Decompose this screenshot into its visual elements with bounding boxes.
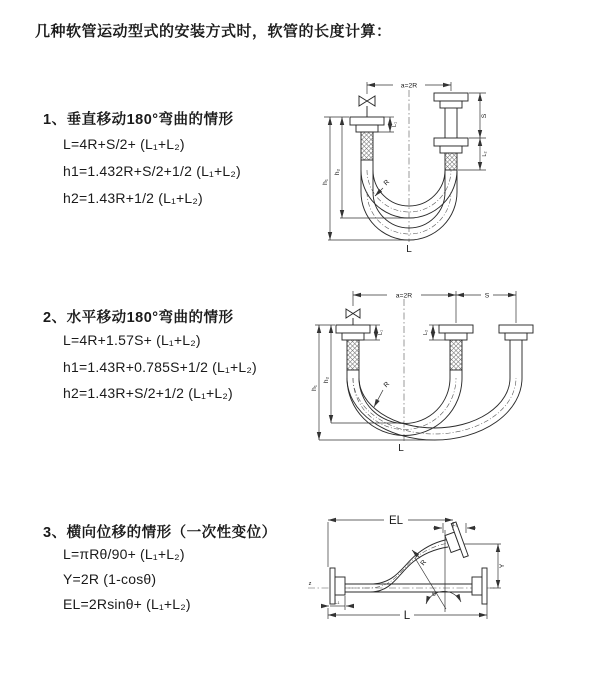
hose-loop-displaced	[347, 378, 522, 440]
dim-el	[328, 513, 453, 567]
braid-section-left	[347, 340, 359, 370]
radius-callout	[412, 550, 428, 567]
valve-icon	[359, 96, 375, 117]
section-3-formula-Y: Y=2R (1-cosθ)	[63, 571, 157, 587]
dim-h1-label: h₁	[322, 178, 329, 186]
dim-l1-label: L₁	[334, 599, 340, 606]
dim-length	[328, 604, 487, 622]
section-1-formula-h2: h2=1.43R+1/2 (L₁+L₂)	[63, 190, 203, 206]
section-2-heading: 2、水平移动180°弯曲的情形	[43, 310, 234, 326]
section-2-formula-h1: h1=1.43R+0.785S+1/2 (L₁+L₂)	[63, 359, 257, 375]
section-1-heading: 1、垂直移动180°弯曲的情形	[43, 112, 234, 128]
section-3-formula-EL: EL=2Rsinθ+ (L₁+L₂)	[63, 596, 191, 612]
hose-original-position	[345, 568, 487, 604]
length-label: L	[398, 443, 404, 454]
dim-l2-label: L₂	[482, 151, 488, 157]
dim-l2-label: L₂	[423, 329, 429, 336]
section-1-formula-h1: h1=1.432R+S/2+1/2 (L₁+L₂)	[63, 163, 241, 179]
fixed-end-flange	[350, 117, 384, 132]
dim-h2-label: h₂	[334, 168, 341, 176]
radius-label: R	[382, 178, 392, 188]
vertical-move-180-bend-diagram	[308, 72, 590, 255]
moving-end-flange-origin	[439, 325, 473, 340]
dim-y-label: Y	[499, 563, 506, 569]
dim-h1-label: h₁	[311, 384, 318, 392]
section-3-heading: 3、横向位移的情形（一次性变位）	[43, 525, 277, 541]
dim-heights	[311, 325, 434, 440]
axis-marker-label: z	[308, 581, 312, 587]
dim-s-label: S	[481, 113, 488, 119]
dim-span	[353, 290, 516, 323]
dim-el-label: EL	[388, 515, 404, 527]
dim-l1	[321, 596, 354, 610]
radius-label: R	[382, 380, 392, 390]
dim-l1-label: L₁	[392, 122, 398, 127]
angle-theta-label: θ	[432, 591, 436, 598]
dim-l2-label: L₂	[452, 522, 458, 528]
radius-label: R	[419, 558, 429, 568]
moving-end-flange-displaced	[499, 325, 533, 340]
fixed-end-flange	[336, 325, 370, 340]
braid-section-left	[361, 132, 373, 160]
radius-callout	[374, 381, 391, 407]
moving-end-flange-lower	[434, 138, 468, 153]
dim-h2-label: h₂	[323, 376, 330, 384]
braid-section-right	[445, 153, 457, 170]
valve-icon	[346, 309, 360, 325]
page-title: 几种软管运动型式的安装方式时，软管的长度计算：	[35, 23, 392, 40]
section-2-formula-L: L=4R+1.57S+ (L₁+L₂)	[63, 332, 201, 348]
hose-displaced-position	[345, 522, 468, 592]
section-2-formula-h2: h2=1.43R+S/2+1/2 (L₁+L₂)	[63, 385, 233, 401]
moving-end-flange-upper	[434, 93, 468, 108]
dim-span-label: a=2R	[395, 292, 413, 300]
dim-l1-label: L₁	[378, 330, 384, 335]
lateral-displacement-diagram	[300, 500, 600, 665]
length-label: L	[406, 244, 412, 255]
dim-stroke-s	[458, 93, 488, 170]
section-1-formula-L: L=4R+S/2+ (L₁+L₂)	[63, 136, 185, 152]
section-3-formula-L: L=πRθ/90+ (L₁+L₂)	[63, 546, 185, 562]
dim-s-label: S	[484, 292, 490, 300]
dim-length-label: L	[403, 610, 411, 622]
braid-section-middle	[450, 340, 462, 370]
dim-span-label: a=2R	[400, 82, 418, 90]
horizontal-move-180-bend-diagram	[303, 283, 598, 455]
